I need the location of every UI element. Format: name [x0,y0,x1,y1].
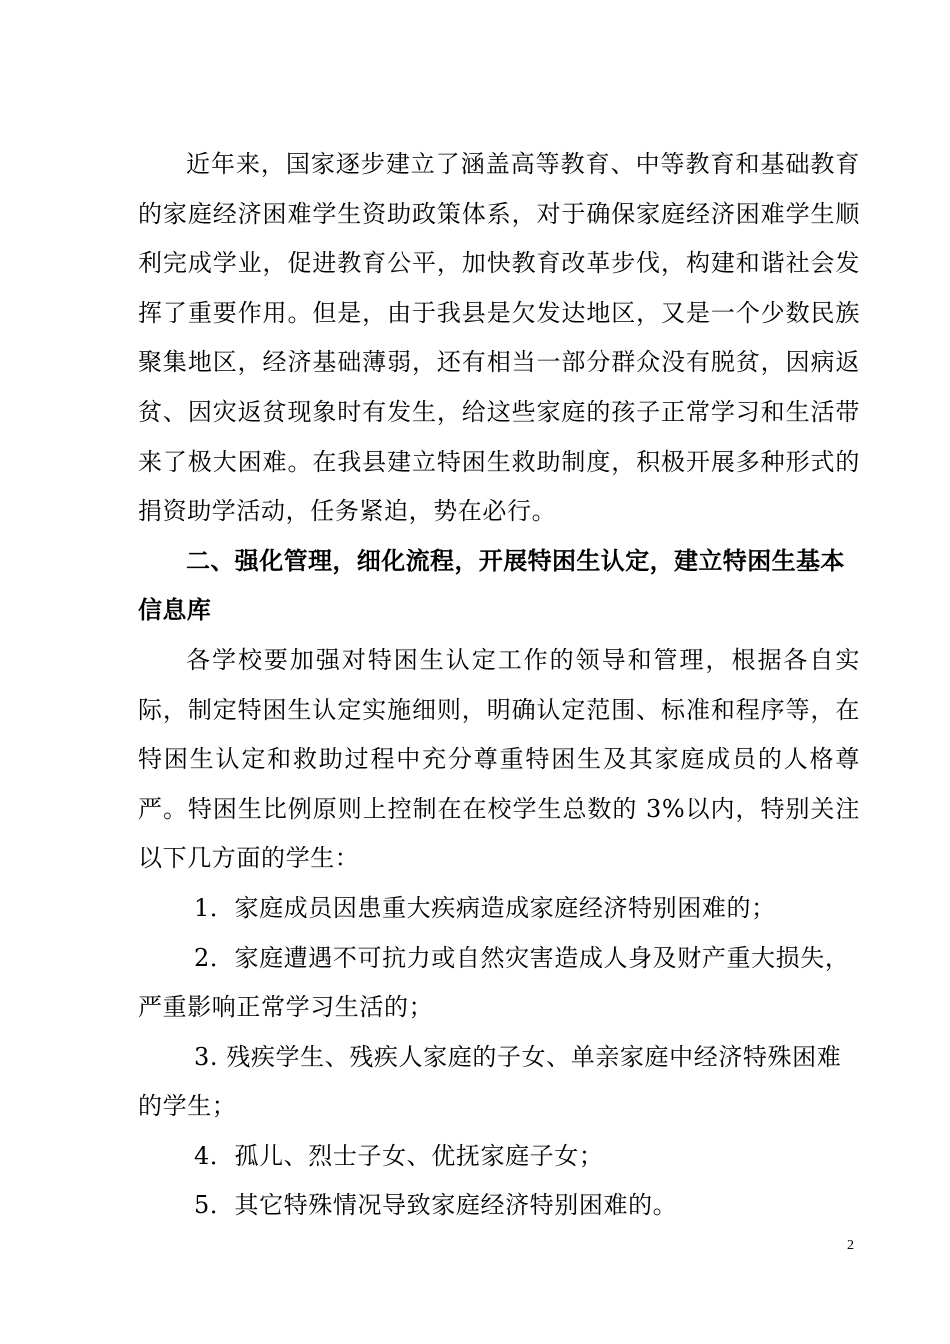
intro-paragraph: 近年来，国家逐步建立了涵盖高等教育、中等教育和基础教育的家庭经济困难学生资助政策体系，对于确保家庭经济困难学生顺利完成学业，促进教育公平，加快教育改革步伐，构建和谐社会发挥了重要作用。但是，由于我县是欠发达地区，又是一个少数民族聚集地区，经济基础薄弱，还有相当一部分群众没有脱贫，因病返贫、因灾返贫现象时有发生，给这些家庭的孩子正常学习和生活带来了极大困难。在我县建立特困生救助制度，积极开展多种形式的捐资助学活动，任务紧迫，势在必行。 [138,150,860,526]
criteria-list [138,884,860,1231]
list-item: 4．孤儿、烈士子女、优抚家庭子女； [194,1141,604,1170]
body-paragraph: 各学校要加强对特困生认定工作的领导和管理，根据各自实际，制定特困生认定实施细则，明确认定范围、标准和程序等，在特困生认定和救助过程中充分尊重特困生及其家庭成员的人格尊严。特困生比例原则上控制在在校学生总数的 3%以内，特别关注以下几方面的学生： [138,645,860,873]
document-page [138,140,860,1231]
list-item: 2．家庭遭遇不可抗力或自然灾害造成人身及财产重大损失，严重影响正常学习生活的； [138,943,850,1022]
list-item: 1．家庭成员因患重大疾病造成家庭经济特别困难的； [194,893,776,922]
list-item: 3. 残疾学生、残疾人家庭的子女、单亲家庭中经济特殊困难的学生； [138,1042,842,1121]
section-heading: 二、强化管理，细化流程，开展特困生认定，建立特困生基本信息库 [138,546,845,625]
list-item: 5．其它特殊情况导致家庭经济特别困难的。 [194,1191,678,1220]
page-number: 2 [847,1238,854,1253]
